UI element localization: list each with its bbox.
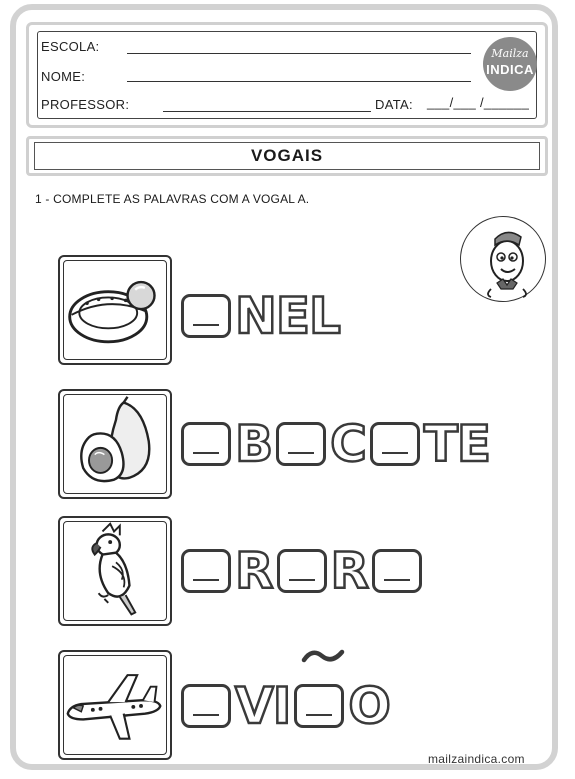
letter-blank[interactable]	[370, 422, 420, 466]
word-letters: O	[348, 677, 390, 735]
word-row-abacate	[181, 415, 494, 473]
name-field[interactable]	[127, 81, 471, 82]
word-letters: R	[235, 542, 273, 600]
logo-script: Mailza	[491, 47, 529, 60]
date-label: DATA:	[375, 97, 413, 112]
word-letters: TE	[423, 415, 491, 473]
brand-logo	[483, 37, 537, 91]
page-title: VOGAIS	[34, 142, 540, 170]
word-letters: R	[330, 542, 369, 600]
word-row-aviao	[181, 677, 394, 735]
footer-website[interactable]: mailzaindica.com	[428, 752, 525, 766]
school-field[interactable]	[127, 53, 471, 54]
letter-blank[interactable]	[181, 294, 231, 338]
picture-box-parrot	[58, 516, 172, 626]
school-label: ESCOLA:	[41, 39, 100, 54]
letter-blank[interactable]	[276, 422, 326, 466]
word-row-arara	[181, 542, 426, 600]
letter-blank[interactable]	[181, 684, 231, 728]
mascot-icon	[460, 216, 546, 302]
teacher-label: PROFESSOR:	[41, 97, 130, 112]
avocado-icon	[60, 391, 170, 497]
instruction-text: 1 - COMPLETE AS PALAVRAS COM A VOGAL A.	[35, 192, 310, 206]
picture-box-airplane	[58, 650, 172, 760]
letter-blank[interactable]	[181, 422, 231, 466]
word-letters: B	[235, 415, 273, 473]
airplane-icon	[60, 652, 170, 758]
name-label: NOME:	[41, 69, 86, 84]
teacher-field[interactable]	[163, 111, 371, 112]
word-letters: VI	[235, 677, 291, 735]
logo-word: INDICA	[486, 62, 534, 77]
word-letters: C	[330, 415, 366, 473]
word-row-anel	[181, 287, 344, 345]
picture-box-avocado	[58, 389, 172, 499]
letter-blank[interactable]	[372, 549, 422, 593]
letter-blank[interactable]	[294, 684, 344, 728]
letter-blank[interactable]	[181, 549, 231, 593]
date-field[interactable]: ___/___ /______	[427, 95, 530, 110]
tilde-accent-icon	[298, 646, 348, 666]
word-letters: NEL	[235, 287, 340, 345]
title-bar	[26, 136, 548, 176]
parrot-icon	[60, 518, 170, 624]
picture-box-ring	[58, 255, 172, 365]
header-box	[26, 22, 548, 128]
letter-blank[interactable]	[277, 549, 327, 593]
ring-icon	[60, 257, 170, 363]
